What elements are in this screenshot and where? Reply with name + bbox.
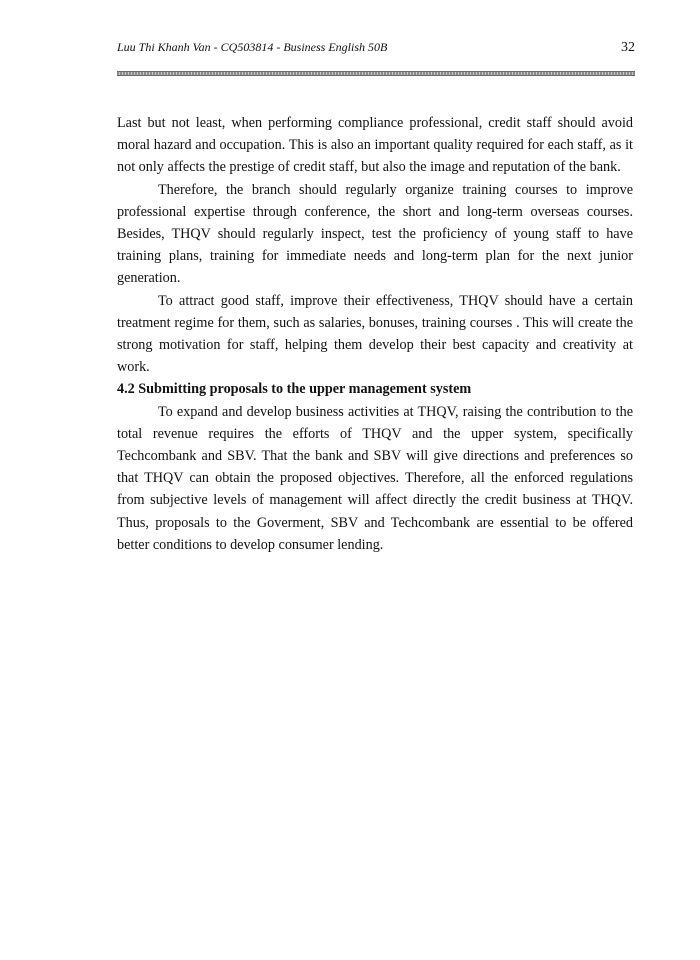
body-paragraph-1: Last but not least, when performing compliance professional, credit staff should avoid moral hazard and occupation. This is also an important quality required for each staff, as it not only affects the prestige of credit staff, but also the image and reputation of the bank. — [117, 115, 633, 176]
page-number: 32 — [621, 40, 635, 55]
body-paragraph-4: To expand and develop business activities at THQV, raising the contribution to the total revenue requires the efforts of THQV and the upper system, specifically Techcombank and SBV. That the bank and SBV will give directions and preferences so that THQV can obtain the proposed objectives. Therefore, all the enforced regulations from subjective levels of management will affect directly the credit business at THQV. Thus, proposals to the Goverment, SBV and Techcombank are essential to be offered better conditions to develop consumer lending. — [117, 403, 633, 553]
section-heading: 4.2 Submitting proposals to the upper management system — [117, 381, 472, 398]
header-author-line: Luu Thi Khanh Van - CQ503814 - Business English 50B — [117, 40, 388, 54]
body-paragraph-2: Therefore, the branch should regularly organize training courses to improve professional expertise through conference, the short and long-term overseas courses. Besides, THQV should regularly inspect, test the proficiency of young staff to have training plans, training for immediate needs and long-term plan for the next junior generation. — [117, 181, 633, 287]
body-paragraph-3: To attract good staff, improve their effectiveness, THQV should have a certain treatment regime for them, such as salaries, bonuses, training courses . This will create the strong motivation for staff, helping them develop their best capacity and creativity at work. — [117, 292, 633, 376]
page-header — [117, 40, 635, 64]
page-body — [117, 112, 633, 556]
header-divider — [117, 71, 635, 76]
